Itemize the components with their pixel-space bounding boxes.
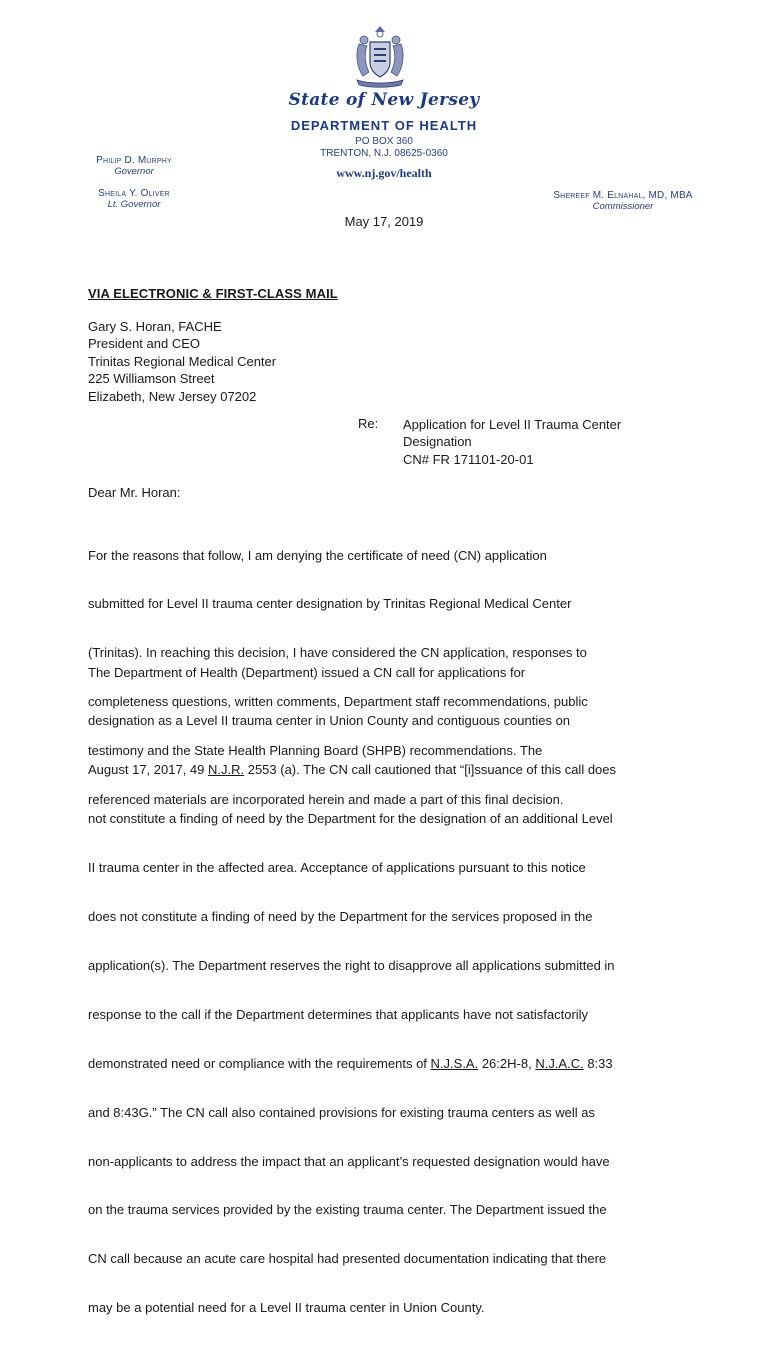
paragraph-line: and 8:43G.” The CN call also contained provisions for existing trauma centers as well as — [88, 1104, 596, 1120]
paragraph-line — [88, 762, 688, 778]
letterhead-website: www.nj.gov/health — [336, 166, 432, 180]
letter-date: May 17, 2019 — [344, 214, 424, 229]
lt-governor-name: Sheila Y. Oliver — [98, 188, 170, 199]
paragraph-line: The Department of Health (Department) issued a CN call for applications for — [88, 664, 526, 680]
text-run: demonstrated need or compliance with the requirements of — [88, 1055, 431, 1071]
recipient-address — [88, 318, 276, 405]
text-run: 8:33 — [583, 1055, 613, 1071]
paragraph-line: For the reasons that follow, I am denying the certificate of need (CN) application — [88, 547, 547, 563]
paragraph-line: completeness questions, written comments, Department staff recommendations, public — [88, 694, 588, 710]
paragraph-line: response to the call if the Department determines that applicants have not satisfactorily — [88, 1006, 589, 1022]
paragraph-line: testimony and the State Health Planning Board (SHPB) recommendations. The — [88, 743, 543, 759]
re-label: Re: — [358, 416, 379, 431]
paragraph-line: application(s). The Department reserves the right to disapprove all applications submitted in — [88, 957, 615, 973]
paragraph-line: on the trauma services provided by the existing trauma center. The Department issued the — [88, 1202, 607, 1218]
text-run: August 17, 2017, 49 — [88, 762, 208, 778]
recipient-name: Gary S. Horan, FACHE — [88, 319, 222, 334]
commissioner-title: Commissioner — [592, 201, 654, 212]
paragraph-line: not constitute a finding of need by the Department for the designation of an additional Level — [88, 811, 613, 827]
paragraph-line: II trauma center in the affected area. Acceptance of applications pursuant to this notice — [88, 860, 586, 876]
paragraph-line: submitted for Level II trauma center designation by Trinitas Regional Medical Center — [88, 596, 572, 612]
paragraph-2 — [88, 632, 688, 1349]
salutation: Dear Mr. Horan: — [88, 485, 181, 500]
commissioner-name: Shereef M. Elnahal, MD, MBA — [553, 190, 693, 201]
re-line-2: Designation — [403, 434, 472, 450]
text-run: 2553 (a). The CN call cautioned that “[i]ssuance of this call does — [244, 762, 617, 778]
re-subject — [403, 416, 621, 468]
letterhead-department: DEPARTMENT OF HEALTH — [290, 118, 478, 133]
paragraph-line: designation as a Level II trauma center in Union County and contiguous counties on — [88, 713, 571, 729]
lt-governor-block — [88, 188, 180, 210]
citation-njsa: N.J.S.A. — [430, 1055, 479, 1071]
paragraph-line: (Trinitas). In reaching this decision, I have considered the CN application, responses to — [88, 645, 587, 661]
citation-njac: N.J.A.C. — [535, 1055, 584, 1071]
state-seal-icon — [349, 22, 411, 88]
paragraph-line: referenced materials are incorporated herein and made a part of this final decision. — [88, 792, 564, 808]
paragraph-line: non-applicants to address the impact that an applicant’s requested designation would have — [88, 1153, 610, 1169]
paragraph-line: CN call because an acute care hospital had presented documentation indicating that there — [88, 1251, 607, 1267]
re-line-1: Application for Level II Trauma Center — [403, 417, 622, 432]
paragraph-line: does not constitute a finding of need by the Department for the services proposed in the — [88, 909, 593, 925]
commissioner-block — [538, 190, 708, 212]
re-line-3: CN# FR 171101-20-01 — [403, 451, 534, 467]
letterhead-city: TRENTON, N.J. 08625-0360 — [320, 148, 448, 159]
recipient-organization: Trinitas Regional Medical Center — [88, 353, 277, 369]
governor-name: Philip D. Murphy — [96, 155, 172, 166]
letterhead-state-name: State of New Jersey — [288, 90, 480, 110]
delivery-method: VIA ELECTRONIC & FIRST-CLASS MAIL — [88, 286, 338, 301]
governor-title: Governor — [114, 166, 154, 177]
paragraph-line: may be a potential need for a Level II trauma center in Union County. — [88, 1300, 485, 1316]
recipient-street: 225 Williamson Street — [88, 371, 215, 387]
citation-njr: N.J.R. — [207, 762, 245, 778]
governor-block — [88, 155, 180, 177]
recipient-title: President and CEO — [88, 336, 201, 352]
lt-governor-title: Lt. Governor — [107, 199, 161, 210]
recipient-city: Elizabeth, New Jersey 07202 — [88, 388, 257, 404]
letterhead-po-box: PO BOX 360 — [355, 136, 413, 147]
text-run: 26:2H-8, — [478, 1055, 536, 1071]
paragraph-line — [88, 1056, 688, 1072]
